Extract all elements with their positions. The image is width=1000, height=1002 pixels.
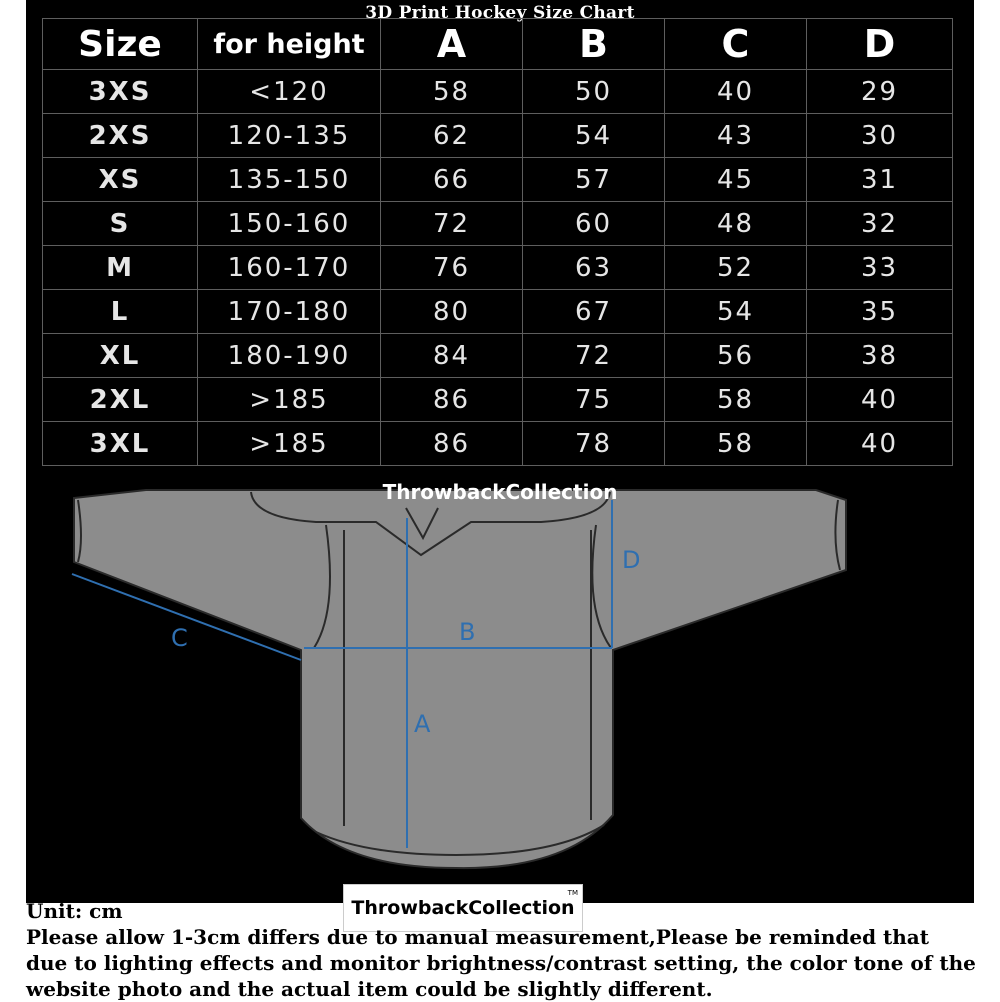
cell-a: 58	[381, 70, 523, 114]
table-row	[43, 378, 953, 422]
cell-b: 50	[523, 70, 665, 114]
cell-height: <120	[198, 70, 381, 114]
cell-size: 2XS	[43, 114, 198, 158]
cell-d: 35	[807, 290, 953, 334]
logo-trademark: TM	[567, 889, 578, 897]
cell-a: 86	[381, 378, 523, 422]
cell-d: 29	[807, 70, 953, 114]
cell-d: 38	[807, 334, 953, 378]
chart-title: 3D Print Hockey Size Chart	[365, 3, 635, 23]
cell-size: M	[43, 246, 198, 290]
cell-a: 62	[381, 114, 523, 158]
cell-height: 180-190	[198, 334, 381, 378]
cell-height: >185	[198, 422, 381, 466]
cell-a: 80	[381, 290, 523, 334]
header-a: A	[381, 19, 523, 70]
cell-size: 3XS	[43, 70, 198, 114]
cell-c: 56	[665, 334, 807, 378]
cell-a: 72	[381, 202, 523, 246]
cell-height: 170-180	[198, 290, 381, 334]
cell-a: 66	[381, 158, 523, 202]
cell-c: 40	[665, 70, 807, 114]
cell-b: 60	[523, 202, 665, 246]
notes-section	[26, 898, 976, 1002]
cell-size: L	[43, 290, 198, 334]
cell-d: 31	[807, 158, 953, 202]
cell-c: 48	[665, 202, 807, 246]
table-row	[43, 202, 953, 246]
label-d: D	[622, 546, 641, 574]
header-d: D	[807, 19, 953, 70]
cell-b: 57	[523, 158, 665, 202]
diagram-watermark	[0, 480, 1000, 504]
cell-height: >185	[198, 378, 381, 422]
table-row	[43, 334, 953, 378]
cell-d: 32	[807, 202, 953, 246]
cell-d: 33	[807, 246, 953, 290]
disclaimer-note: Please allow 1-3cm differs due to manual measurement,Please be reminded that due to lighting effects and monitor brightness/contrast setting, the color tone of the website photo and the actual item could be slightly different.	[26, 925, 976, 1001]
cell-a: 76	[381, 246, 523, 290]
cell-b: 75	[523, 378, 665, 422]
header-c: C	[665, 19, 807, 70]
cell-b: 72	[523, 334, 665, 378]
cell-size: 2XL	[43, 378, 198, 422]
cell-c: 45	[665, 158, 807, 202]
cell-c: 58	[665, 378, 807, 422]
header-height: for height	[198, 19, 381, 70]
cell-c: 58	[665, 422, 807, 466]
unit-note: Unit: cm	[26, 899, 123, 923]
cell-b: 63	[523, 246, 665, 290]
cell-a: 86	[381, 422, 523, 466]
cell-size: XL	[43, 334, 198, 378]
cell-b: 54	[523, 114, 665, 158]
logo-text: ThrowbackCollection	[351, 897, 575, 919]
cell-height: 160-170	[198, 246, 381, 290]
watermark-text: ThrowbackCollection	[382, 480, 618, 504]
cell-b: 78	[523, 422, 665, 466]
cell-size: XS	[43, 158, 198, 202]
table-row	[43, 290, 953, 334]
cell-size: 3XL	[43, 422, 198, 466]
size-table	[42, 18, 953, 466]
cell-c: 52	[665, 246, 807, 290]
header-size: Size	[43, 19, 198, 70]
cell-d: 40	[807, 422, 953, 466]
cell-height: 135-150	[198, 158, 381, 202]
jersey-diagram	[26, 470, 974, 890]
cell-b: 67	[523, 290, 665, 334]
table-header-row	[43, 19, 953, 70]
cell-c: 54	[665, 290, 807, 334]
table-row	[43, 422, 953, 466]
header-b: B	[523, 19, 665, 70]
label-a: A	[414, 710, 431, 738]
table-row	[43, 114, 953, 158]
table-row	[43, 70, 953, 114]
table-row	[43, 158, 953, 202]
table-row	[43, 246, 953, 290]
cell-c: 43	[665, 114, 807, 158]
cell-d: 30	[807, 114, 953, 158]
cell-size: S	[43, 202, 198, 246]
cell-height: 120-135	[198, 114, 381, 158]
cell-height: 150-160	[198, 202, 381, 246]
cell-d: 40	[807, 378, 953, 422]
label-c: C	[171, 624, 188, 652]
label-b: B	[459, 618, 476, 646]
cell-a: 84	[381, 334, 523, 378]
jersey-body	[74, 490, 846, 868]
